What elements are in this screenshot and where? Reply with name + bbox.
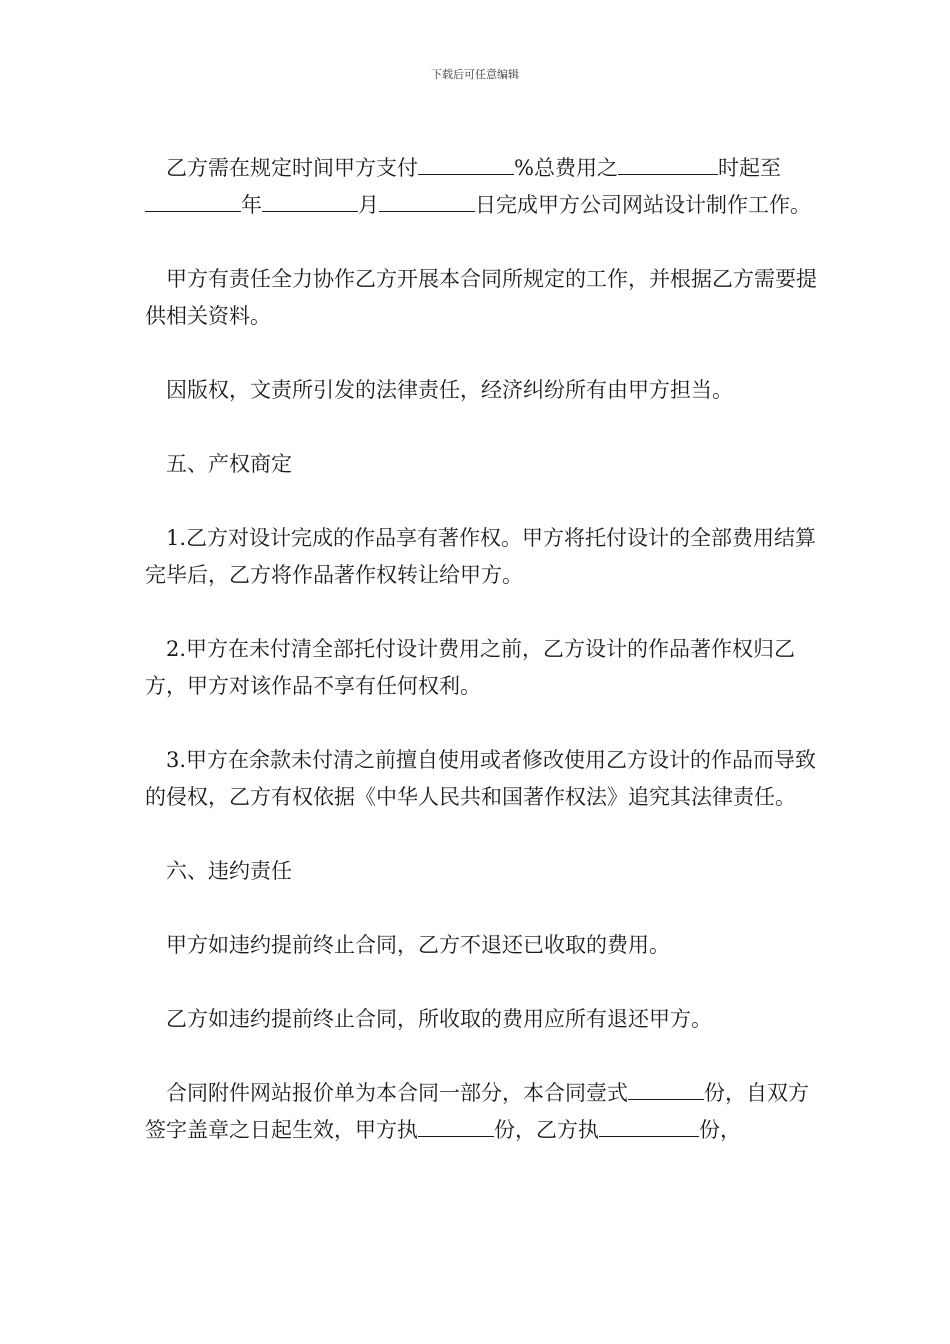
- paragraph-text: %总费用之: [514, 156, 618, 180]
- blank-field: [379, 189, 475, 212]
- paragraph-text: 时起至: [717, 156, 781, 180]
- section-heading-breach: 六、违约责任: [166, 859, 292, 883]
- paragraph-ip-2: 2.甲方在未付清全部托付设计费用之前，乙方设计的作品著作权归乙方，甲方对该作品不享有任何权利。: [145, 637, 796, 698]
- paragraph-breach-1: 甲方如违约提前终止合同，乙方不退还已收取的费用。: [166, 933, 670, 957]
- paragraph-text: 日完成甲方公司网站设计制作工作。: [475, 193, 811, 217]
- blank-field: [262, 189, 358, 212]
- paragraph-liability: 因版权，文责所引发的法律责任，经济纠纷所有由甲方担当。: [166, 378, 733, 402]
- paragraph-text: 乙方需在规定时间甲方支付: [166, 156, 418, 180]
- paragraph-text: 份，乙方执: [494, 1118, 599, 1142]
- blank-field: [418, 1114, 494, 1137]
- paragraph-text: 合同附件网站报价单为本合同一部分，本合同壹式: [166, 1081, 628, 1105]
- paragraph-breach-2: 乙方如违约提前终止合同，所收取的费用应所有退还甲方。: [166, 1007, 712, 1031]
- paragraph-text: 月: [358, 193, 379, 217]
- paragraph-payment-schedule: [145, 150, 817, 224]
- blank-field: [618, 152, 718, 175]
- paragraph-text: 年: [241, 193, 262, 217]
- blank-field: [145, 189, 241, 212]
- document-body: [145, 150, 817, 1186]
- paragraph-ip-3: 3.甲方在余款未付清之前擅自使用或者修改使用乙方设计的作品而导致的侵权，乙方有权依据《中华人民共和国著作权法》追究其法律责任。: [145, 748, 817, 809]
- section-heading-ip: 五、产权商定: [166, 452, 292, 476]
- blank-field: [418, 152, 514, 175]
- blank-field: [599, 1114, 699, 1137]
- header-note: 下载后可任意编辑: [431, 68, 519, 81]
- blank-field: [628, 1077, 704, 1100]
- paragraph-cooperation: 甲方有责任全力协作乙方开展本合同所规定的工作，并根据乙方需要提供相关资料。: [145, 267, 817, 328]
- paragraph-copies: [145, 1075, 817, 1149]
- paragraph-text: 份，自双方签字盖章之日起生效，甲方执: [145, 1081, 809, 1142]
- paragraph-ip-1: 1.乙方对设计完成的作品享有著作权。甲方将托付设计的全部费用结算完毕后，乙方将作品著作权转让给甲方。: [145, 526, 817, 587]
- paragraph-text: 份，: [699, 1118, 741, 1142]
